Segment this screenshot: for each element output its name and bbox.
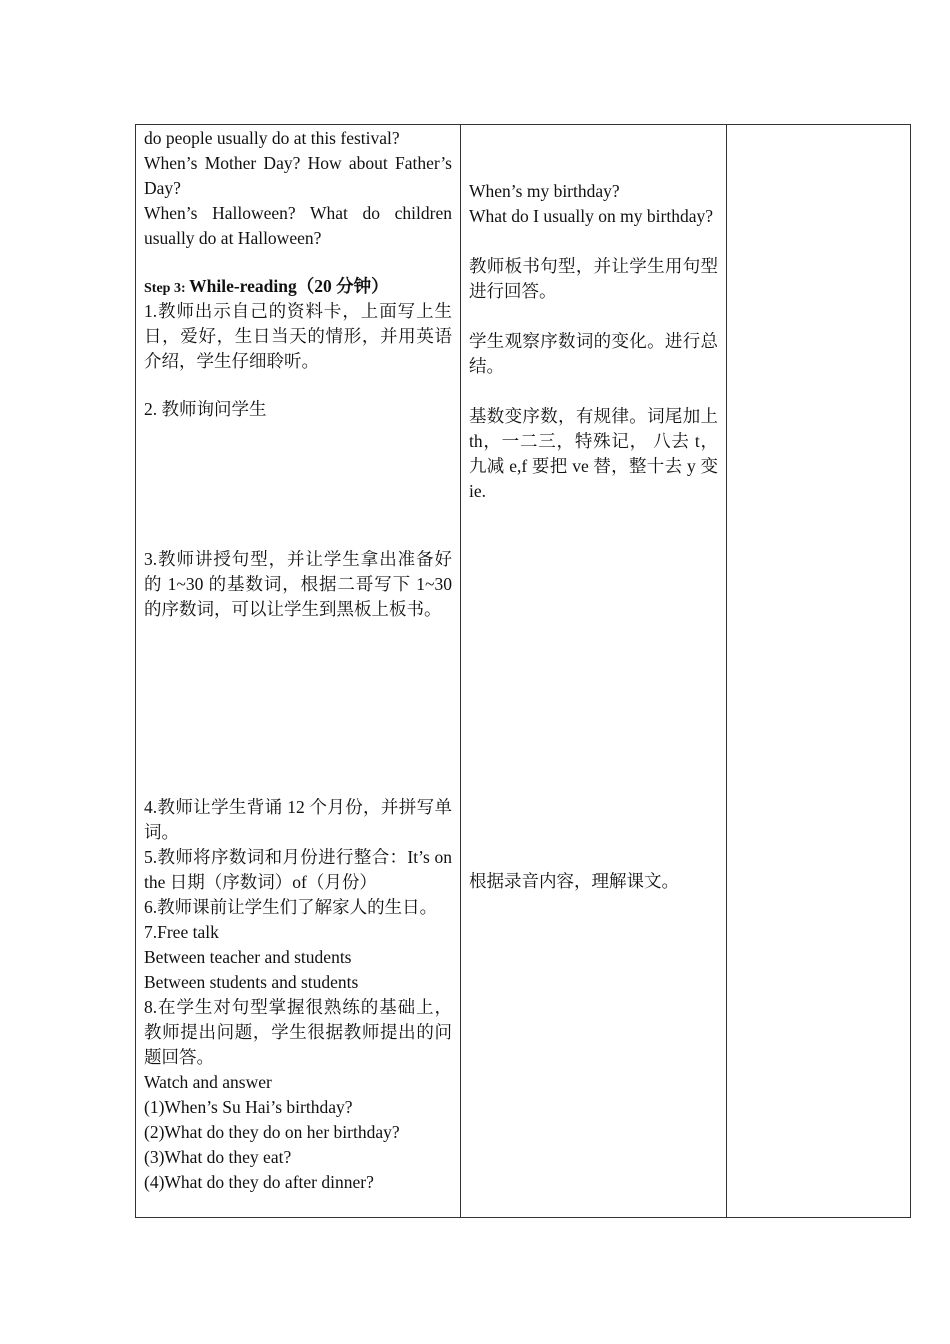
line: 4.教师让学生背诵 12 个月份，并拼写单词。 [144, 797, 452, 842]
line: (3)What do they eat? [144, 1147, 292, 1167]
line: (2)What do they do on her birthday? [144, 1122, 400, 1142]
line: When’s Mother Day? How about Father’s Day? [144, 153, 452, 198]
note-1: 教师板书句型，并让学生用句型进行回答。 [469, 256, 718, 301]
line: 5.教师将序数词和月份进行整合：It’s on the 日期（序数词）of（月份） [144, 847, 452, 892]
step3-title: While-reading（20 分钟） [189, 276, 389, 296]
item-2: 2. 教师询问学生 [144, 399, 267, 419]
line: Between teacher and students [144, 947, 352, 967]
item-1: 1.教师出示自己的资料卡，上面写上生日，爱好，生日当天的情形，并用英语介绍，学生仔细聆听。 [144, 301, 452, 371]
line: 6.教师课前让学生们了解家人的生日。 [144, 897, 438, 917]
teacher-activity-cell [136, 125, 461, 1218]
line: Between students and students [144, 972, 359, 992]
step3-label: Step 3: [144, 281, 190, 296]
line: do people usually do at this festival? [144, 128, 400, 148]
line: 7.Free talk [144, 922, 219, 942]
text-block-a [144, 126, 452, 251]
line: (1)When’s Su Hai’s birthday? [144, 1097, 353, 1117]
table-row [136, 125, 911, 1218]
item-3: 3.教师讲授句型，并让学生拿出准备好的 1~30 的基数词，根据二哥写下 1~30 的序数词，可以让学生到黑板上板书。 [144, 549, 452, 619]
line: When’s my birthday? [469, 181, 620, 201]
remarks-cell [727, 125, 911, 1218]
text-block-b [144, 795, 452, 1195]
line: What do I usually on my birthday? [469, 206, 713, 226]
line: (4)What do they do after dinner? [144, 1172, 374, 1192]
line: When’s Halloween? What do children usually do at Halloween? [144, 203, 452, 248]
lesson-plan-table [135, 124, 911, 1218]
note-3: 基数变序数，有规律。词尾加上 th，一二三，特殊记， 八去 t，九减 e,f 要把 ve 替，整十去 y 变 ie. [469, 406, 718, 501]
line: Watch and answer [144, 1072, 272, 1092]
line: 8.在学生对句型掌握很熟练的基础上，教师提出问题，学生很据教师提出的问题回答。 [144, 997, 452, 1067]
note-2: 学生观察序数词的变化。进行总结。 [469, 331, 718, 376]
note-4: 根据录音内容，理解课文。 [469, 871, 679, 891]
question-block [469, 179, 718, 229]
step3-heading [144, 274, 452, 301]
student-activity-cell [461, 125, 727, 1218]
